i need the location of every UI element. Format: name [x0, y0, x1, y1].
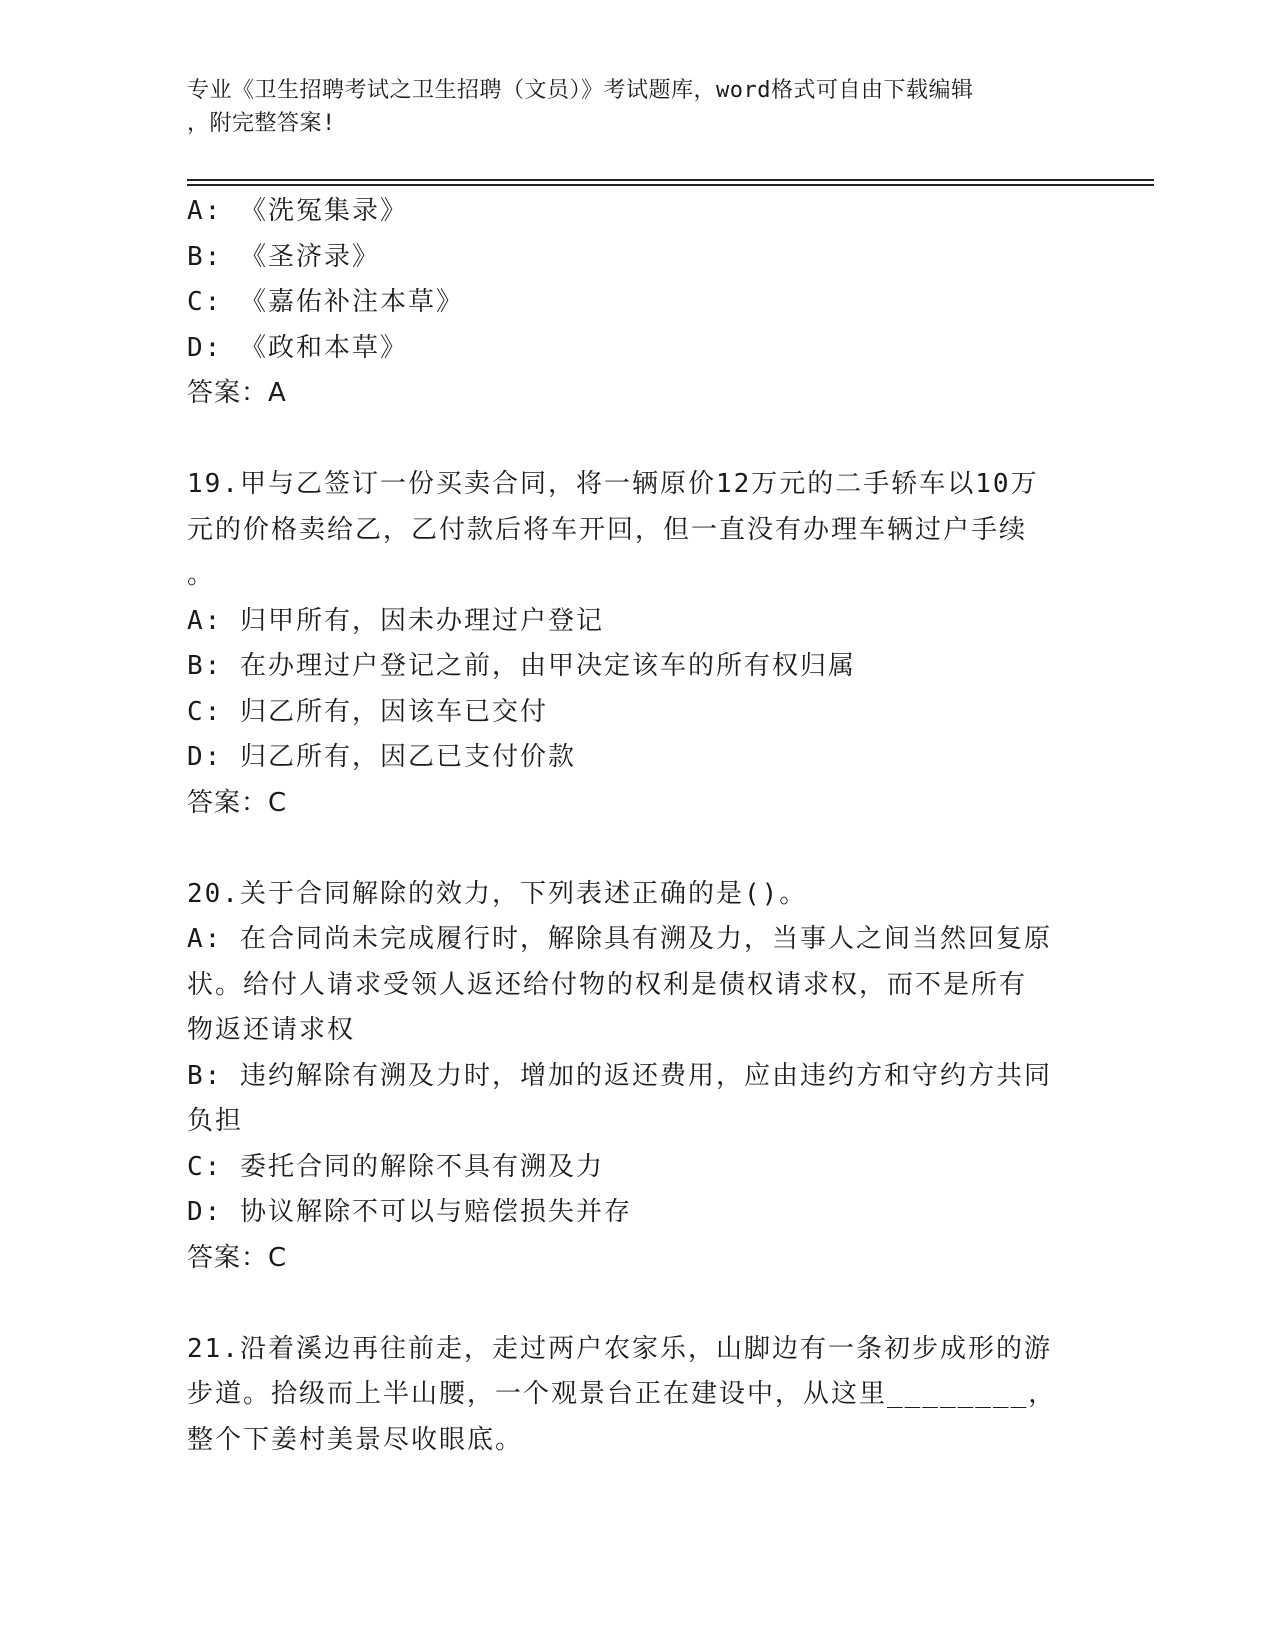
answer-value: C [268, 1242, 288, 1273]
option-d: D: 协议解除不可以与赔偿损失并存 [187, 1197, 632, 1227]
option-b: B: 《圣济录》 [187, 241, 380, 272]
question-19 [187, 462, 1087, 826]
option-a-line-3: 物返还请求权 [187, 1015, 356, 1045]
answer-line [187, 781, 1087, 827]
option-d: D: 《政和本草》 [187, 332, 408, 363]
answer-label: 答案： [187, 378, 269, 408]
option-c: C: 委托合同的解除不具有溯及力 [187, 1151, 604, 1182]
spacer [187, 417, 1087, 463]
question-text-line-2: 元的价格卖给乙，乙付款后将车开回，但一直没有办理车辆过户手续 [187, 514, 1028, 545]
answer-value: A [268, 378, 287, 408]
answer-label: 答案： [187, 787, 269, 818]
spacer [187, 1281, 1087, 1327]
option-b-line-2: 负担 [187, 1106, 244, 1136]
option-b-line-1: B: 违约解除有溯及力时，增加的返还费用，应由违约方和守约方共同 [187, 1060, 1052, 1091]
document-header [187, 74, 1067, 140]
header-divider-bottom [187, 184, 1154, 186]
question-21 [187, 1327, 1087, 1464]
question-text-line-3: 整个下姜村美景尽收眼底。 [187, 1424, 524, 1455]
option-d: D: 归乙所有，因乙已支付价款 [187, 742, 576, 772]
option-a-line-1: A: 在合同尚未完成履行时，解除具有溯及力，当事人之间当然回复原 [187, 924, 1052, 954]
option-a: A: 归甲所有，因未办理过户登记 [187, 605, 604, 636]
option-a: A: 《洗冤集录》 [187, 196, 408, 226]
question-text-line-3: 。 [187, 560, 216, 590]
header-divider-top [187, 179, 1154, 181]
question-text-line-2: 步道。拾级而上半山腰，一个观景台正在建设中，从这里________， [187, 1379, 1057, 1409]
answer-line [187, 1236, 1087, 1282]
question-20 [187, 872, 1087, 1282]
option-c: C: 《嘉佑补注本草》 [187, 287, 464, 317]
option-a-line-2: 状。给付人请求受领人返还给付物的权利是债权请求权，而不是所有 [187, 969, 1028, 1000]
option-b: B: 在办理过户登记之前，由甲决定该车的所有权归属 [187, 651, 856, 681]
question-text-line-1: 20.关于合同解除的效力，下列表述正确的是()。 [187, 878, 808, 909]
answer-label: 答案： [187, 1242, 269, 1273]
spacer [187, 826, 1087, 872]
header-line-1: 专业《卫生招聘考试之卫生招聘（文员）》考试题库，word格式可自由下载编辑 [187, 78, 974, 103]
header-line-2: ，附完整答案! [187, 111, 336, 136]
question-18 [187, 189, 1087, 417]
question-text-line-1: 19.甲与乙签订一份买卖合同，将一辆原价12万元的二手轿车以10万 [187, 469, 1039, 499]
question-text-line-1: 21.沿着溪边再往前走，走过两户农家乐，山脚边有一条初步成形的游 [187, 1333, 1052, 1364]
option-c: C: 归乙所有，因该车已交付 [187, 696, 548, 727]
answer-line [187, 371, 1087, 417]
answer-value: C [268, 787, 288, 818]
document-body [187, 189, 1087, 1463]
